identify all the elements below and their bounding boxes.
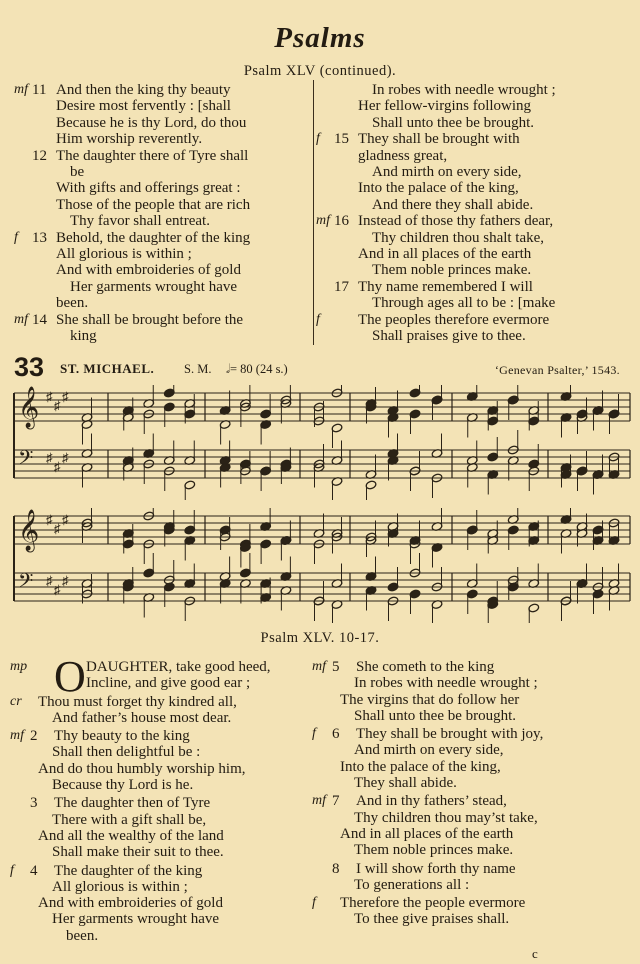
stanza-line (312, 659, 632, 675)
stanza-line (312, 793, 632, 809)
stanza (10, 694, 310, 729)
tune-meter: S. M. (184, 362, 212, 376)
verse-text: Him worship reverently. (56, 131, 203, 148)
stanza-line (10, 728, 310, 744)
verse-text: And mirth on every side, (372, 164, 522, 181)
section-heading-top (0, 63, 640, 80)
stanza-text: They shall abide. (354, 775, 457, 792)
stanza-text: They shall be brought with joy, (356, 726, 544, 743)
verse-line (18, 262, 303, 278)
verse-text: Into the palace of the king, (358, 180, 519, 197)
verse-text: They shall be brought with (358, 131, 520, 148)
verse-text: She shall be brought before the (56, 311, 244, 328)
stanza-text: The daughter of the king (54, 862, 203, 879)
sharp-icon: ♯ (54, 521, 61, 536)
verse-text: Instead of those thy fathers dear, (358, 213, 554, 230)
verse-line (320, 148, 625, 164)
verse-text: Her garments wrought have (70, 278, 238, 295)
stanza-line (312, 726, 632, 742)
stanza-line (10, 895, 310, 911)
running-title: Psalms (274, 22, 366, 54)
verse-number: 14 (32, 311, 47, 328)
stanza-line (312, 911, 632, 927)
sharp-icon: ♯ (62, 573, 69, 588)
dynamic-marking: cr (10, 693, 22, 709)
psalm-heading: Psalm XLV. 10-17. (260, 630, 380, 646)
dynamic-marking: mp (10, 659, 28, 674)
stanza-line (10, 777, 310, 793)
verse-text: gladness great, (358, 147, 448, 164)
section-heading-bottom (0, 630, 640, 647)
verse-text: Thy name remembered I will (358, 278, 533, 295)
stanza-line (10, 761, 310, 777)
sharp-icon: ♯ (62, 389, 69, 404)
stanza-line (312, 826, 632, 842)
verse-line (320, 197, 625, 213)
verse-line (320, 115, 625, 131)
stanza-line (312, 861, 632, 877)
dynamic-marking: f (312, 726, 316, 742)
stanza-text: DAUGHTER, take good heed, (86, 659, 271, 675)
stanza-text: All glorious is within ; (52, 878, 188, 895)
page-number: c (532, 946, 538, 961)
stanza-line (10, 879, 310, 895)
stanza-text: been. (66, 927, 99, 944)
verse-line (18, 115, 303, 131)
verse-number: 13 (32, 229, 47, 246)
stanza-line (10, 812, 310, 828)
dynamic-marking: mf (14, 311, 28, 327)
psalm-continued-heading: Psalm XLV (continued). (243, 63, 397, 79)
verse-line (316, 131, 625, 148)
verse-text: Them noble princes make. (372, 262, 532, 279)
verse-text: Shall praises give to thee. (372, 328, 526, 345)
sharp-icon: ♯ (46, 512, 53, 527)
sharp-icon: ♯ (54, 398, 61, 413)
verse-line (18, 279, 303, 295)
sharp-icon: ♯ (46, 573, 53, 588)
verse-text: And in all places of the earth (358, 246, 532, 263)
stanza-number: 6 (332, 726, 340, 743)
dynamic-marking: f (316, 311, 320, 327)
stanzas-left (10, 652, 310, 946)
verse-line (14, 311, 303, 328)
stanza-line (10, 795, 310, 811)
stanza-line (312, 675, 632, 691)
dynamic-marking: f (10, 862, 14, 878)
verse-number: 17 (334, 278, 349, 295)
verse-line (18, 197, 303, 213)
dynamic-marking: mf (14, 82, 28, 97)
stanza-line (312, 810, 632, 826)
verse-text: And then the king thy beauty (56, 82, 231, 98)
dynamic-marking: mf (10, 728, 24, 744)
verse-text: Behold, the daughter of the king (56, 229, 251, 246)
verse-text: be (70, 164, 85, 181)
verse-line (320, 180, 625, 196)
stanza-text: Shall then delightful be : (52, 744, 201, 761)
sharp-icon: ♯ (62, 512, 69, 527)
verse-text: Thy favor shall entreat. (70, 213, 210, 230)
stanza (312, 726, 632, 793)
stanza-line (312, 895, 632, 911)
verse-line (320, 328, 625, 344)
stanza (312, 861, 632, 896)
verse-line (320, 82, 625, 98)
verse-text: The daughter there of Tyre shall (56, 147, 249, 164)
column-divider (313, 80, 314, 345)
verse-text: Her fellow-virgins following (358, 98, 532, 115)
stanza-line (312, 842, 632, 858)
stanza-text: Her garments wrought have (52, 911, 220, 928)
stanza-line (312, 692, 632, 708)
stanza-text: Into the palace of the king, (340, 758, 501, 775)
stanza-number: 3 (30, 795, 38, 812)
verse-line (18, 328, 303, 344)
verse-line (320, 230, 625, 246)
verse-text: Thy children thou shalt take, (372, 229, 545, 246)
stanza-text: Thy beauty to the king (54, 728, 190, 745)
stanza-line (10, 694, 310, 710)
stanza (312, 793, 632, 860)
verse-text: Shall unto thee be brought. (372, 114, 535, 131)
stanza-line (312, 742, 632, 758)
verse-number: 15 (334, 131, 349, 148)
verse-line (320, 246, 625, 262)
stanza-number: 8 (332, 860, 340, 877)
verse-line (320, 279, 625, 295)
verse-text: In robes with needle wrought ; (372, 82, 556, 98)
verse-line (14, 229, 303, 246)
sharp-icon: ♯ (54, 459, 61, 474)
stanza-number: 5 (332, 659, 340, 675)
bass-clef-icon: 𝄢 (18, 569, 34, 597)
stanza-text: Shall unto thee be brought. (354, 707, 517, 724)
stanza-text: And all the wealthy of the land (38, 827, 224, 844)
stanza-line (10, 675, 310, 691)
stanza-text: The daughter then of Tyre (54, 795, 211, 812)
tune-name: ST. MICHAEL. (60, 361, 155, 376)
stanza-text: Thou must forget thy kindred all, (38, 693, 237, 710)
stanza-text: To generations all : (354, 876, 470, 893)
music-system-1 (0, 385, 640, 500)
verse-text: Those of the people that are rich (56, 196, 251, 213)
stanza-text: The virgins that do follow her (340, 691, 520, 708)
stanza-line (10, 844, 310, 860)
verse-text: And with embroideries of gold (56, 262, 241, 279)
stanza-text: I will show forth thy name (356, 860, 516, 877)
sharp-icon: ♯ (46, 389, 53, 404)
stanza-text: And father’s house most dear. (52, 709, 232, 726)
verse-number: 16 (334, 213, 349, 230)
verse-line (18, 148, 303, 164)
stanza-line (10, 744, 310, 760)
stanza-text: And in thy fathers’ stead, (356, 793, 507, 810)
stanza (10, 728, 310, 795)
stanza (312, 895, 632, 930)
dynamic-marking: f (14, 229, 18, 245)
verse-line (18, 213, 303, 229)
stanza-number: 4 (30, 862, 38, 879)
stanza-number: 2 (30, 728, 38, 745)
verse-number: 11 (32, 82, 47, 98)
verse-line (320, 262, 625, 278)
stanza-line (10, 828, 310, 844)
treble-clef-icon: 𝄞 (18, 387, 40, 428)
stanza-line (10, 863, 310, 879)
verse-text: All glorious is within ; (56, 246, 192, 263)
stanza-text: And with embroideries of gold (38, 895, 223, 912)
tempo-marking: 𝅗𝅥= 80 (24 s.) (226, 362, 288, 376)
stanza-text: In robes with needle wrought ; (354, 675, 538, 692)
treble-clef-icon: 𝄞 (18, 510, 40, 551)
sharp-icon: ♯ (62, 450, 69, 465)
verse-line (316, 311, 625, 328)
right-verse-column (316, 82, 625, 345)
stanza-text: To thee give praises shall. (354, 911, 510, 928)
stanza-text: Because thy Lord is he. (52, 777, 194, 794)
stanza-text: Therefore the people evermore (340, 895, 526, 912)
stanza-text: And in all places of the earth (340, 825, 514, 842)
stanza-line (312, 708, 632, 724)
stanza-line (312, 775, 632, 791)
tune-number: 33 (14, 352, 45, 382)
stanza-line (312, 877, 632, 893)
dynamic-marking: f (312, 895, 316, 911)
verse-text: king (70, 328, 97, 345)
verse-line (18, 131, 303, 147)
verse-text: Through ages all to be : [make (372, 295, 556, 312)
dynamic-marking: mf (316, 213, 330, 229)
drop-cap: O (54, 652, 86, 701)
left-verse-column (14, 82, 303, 345)
verse-text: Desire most fervently : [shall (56, 98, 231, 115)
verse-line (316, 213, 625, 230)
stanza-text: Them noble princes make. (354, 842, 514, 859)
stanza-line (10, 710, 310, 726)
dynamic-marking: f (316, 131, 320, 147)
sharp-icon: ♯ (54, 582, 61, 597)
stanza-line (10, 928, 310, 944)
stanza (10, 795, 310, 862)
verse-line (14, 82, 303, 98)
stanza-number: 7 (332, 793, 340, 810)
verse-text: And there they shall abide. (372, 196, 534, 213)
stanza-text: There with a gift shall be, (52, 811, 207, 828)
stanza-text: And do thou humbly worship him, (38, 760, 246, 777)
verse-text: Because he is thy Lord, do thou (56, 114, 247, 131)
stanza-line (10, 911, 310, 927)
stanza (312, 659, 632, 726)
verse-text: With gifts and offerings great : (56, 180, 241, 197)
verse-number: 12 (32, 147, 47, 164)
sharp-icon: ♯ (46, 450, 53, 465)
stanzas-right (312, 659, 632, 930)
half-note-icon: 𝅗𝅥 (226, 362, 230, 376)
verse-line (320, 98, 625, 114)
stanza-text: She cometh to the king (356, 659, 495, 675)
verse-line (320, 164, 625, 180)
stanza-text: Thy children thou may’st take, (354, 809, 538, 826)
verse-line (18, 295, 303, 311)
dynamic-marking: mf (312, 659, 326, 674)
verse-line (18, 246, 303, 262)
verse-line (18, 98, 303, 114)
dynamic-marking: mf (312, 793, 326, 809)
verse-line (18, 164, 303, 180)
stanza-text: Shall make their suit to thee. (52, 844, 224, 861)
bass-clef-icon: 𝄢 (18, 446, 34, 474)
tune-header (14, 352, 630, 382)
stanza-text: Incline, and give good ear ; (86, 675, 251, 692)
verse-text: been. (56, 295, 89, 312)
stanza-line (312, 759, 632, 775)
stanza-text: And mirth on every side, (354, 742, 504, 759)
verse-line (18, 180, 303, 196)
verse-text: The peoples therefore evermore (358, 311, 550, 328)
verse-line (320, 295, 625, 311)
tune-source: ‘Genevan Psalter,’ 1543. (494, 363, 620, 377)
music-system-2 (0, 508, 640, 623)
stanza (10, 863, 310, 946)
